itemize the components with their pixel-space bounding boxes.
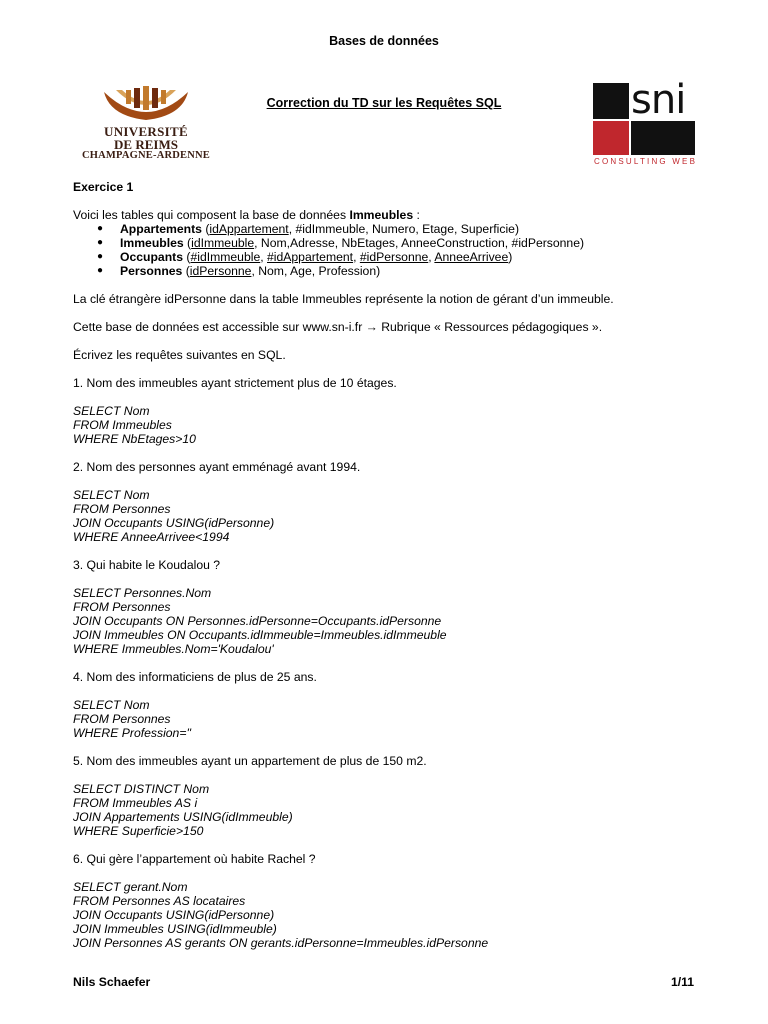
question-text: 2. Nom des personnes ayant emménagé avant 1994.: [73, 460, 361, 474]
sql-line: WHERE Immeubles.Nom='Koudalou': [73, 642, 274, 656]
sql-line: SELECT Nom: [73, 488, 150, 502]
sql-line: FROM Personnes: [73, 712, 171, 726]
key-field: #idPersonne: [359, 250, 429, 264]
sql-answer: [73, 782, 713, 838]
sql-answer: [73, 586, 713, 656]
sql-line: WHERE Profession='': [73, 726, 192, 740]
table-open-paren: (: [201, 222, 210, 236]
sql-line: JOIN Appartements USING(idImmeuble): [73, 810, 293, 824]
sql-answer: [73, 488, 713, 544]
table-fields: ,: [260, 250, 268, 264]
sql-line: FROM Personnes AS locataires: [73, 894, 246, 908]
sql-line: FROM Personnes: [73, 502, 171, 516]
sql-line: WHERE AnneeArrivee<1994: [73, 530, 230, 544]
table-fields: , Nom,Adresse, NbEtages, AnneeConstruction, #idPersonne): [254, 236, 585, 250]
question-text: 1. Nom des immeubles ayant strictement plus de 10 étages.: [73, 376, 397, 390]
question-text: 3. Qui habite le Koudalou ?: [73, 558, 221, 572]
key-field: idPersonne: [189, 264, 252, 278]
sql-line: JOIN Immeubles USING(idImmeuble): [73, 922, 277, 936]
table-open-paren: (: [183, 250, 191, 264]
key-field: idImmeuble: [191, 236, 255, 250]
document-title: Correction du TD sur les Requêtes SQL: [266, 96, 502, 110]
sql-line: SELECT Nom: [73, 698, 150, 712]
table-fields: , Nom, Age, Profession): [251, 264, 381, 278]
sql-line: SELECT gerant.Nom: [73, 880, 188, 894]
sql-line: WHERE NbEtages>10: [73, 432, 196, 446]
table-open-paren: (: [182, 264, 190, 278]
university-name-line2: DE REIMS: [114, 137, 178, 152]
question-text: 5. Nom des immeubles ayant un appartement de plus de 150 m2.: [73, 754, 427, 768]
table-item: [97, 250, 713, 264]
table-item: [97, 222, 713, 236]
sni-logo-subtitle: CONSULTING WEB: [594, 157, 698, 166]
intro-suffix: :: [413, 208, 420, 222]
sql-line: FROM Immeubles AS i: [73, 796, 198, 810]
table-open-paren: (: [183, 236, 192, 250]
bullet-icon: ●: [97, 265, 104, 276]
footer-page-number: 1/11: [670, 975, 694, 989]
bullet-icon: ●: [97, 251, 104, 262]
key-field: AnneeArrivee: [434, 250, 509, 264]
exercise-title: Exercice 1: [73, 180, 134, 194]
sql-line: JOIN Personnes AS gerants ON gerants.idPersonne=Immeubles.idPersonne: [73, 936, 489, 950]
intro-db-name: Immeubles: [349, 208, 414, 222]
university-name-line3: CHAMPAGNE-ARDENNE: [81, 150, 211, 161]
sql-line: SELECT DISTINCT Nom: [73, 782, 210, 796]
table-fields: ): [508, 250, 513, 264]
question-text: 4. Nom des informaticiens de plus de 25 ans.: [73, 670, 317, 684]
sql-line: FROM Immeubles: [73, 418, 172, 432]
bullet-icon: ●: [97, 237, 104, 248]
exercise-content: [73, 180, 713, 950]
sql-answer: [73, 880, 713, 950]
sni-logo-text: sni: [631, 77, 686, 123]
university-name-line1: UNIVERSITÉ: [104, 124, 188, 139]
university-emblem-icon: [98, 86, 194, 122]
table-name: Appartements: [120, 222, 202, 236]
table-fields: ,: [428, 250, 435, 264]
table-item: [97, 236, 713, 250]
exercise-intro: [73, 208, 713, 222]
sql-answer: [73, 404, 713, 446]
note-foreign-key: La clé étrangère idPersonne dans la table Immeubles représente la notion de gérant d’un immeuble.: [73, 292, 614, 306]
sql-line: SELECT Nom: [73, 404, 150, 418]
sql-line: JOIN Occupants ON Personnes.idPersonne=Occupants.idPersonne: [73, 614, 442, 628]
table-fields: ,: [353, 250, 360, 264]
key-field: #idAppartement: [267, 250, 354, 264]
university-logo: [76, 86, 226, 166]
sql-answer: [73, 698, 713, 740]
tables-list: [73, 222, 713, 278]
bullet-icon: ●: [97, 223, 104, 234]
page-header-title: Bases de données: [329, 34, 439, 48]
table-fields: , #idImmeuble, Numero, Etage, Superficie): [288, 222, 520, 236]
sni-black-square: [593, 83, 629, 119]
sni-logo: [593, 77, 698, 173]
question-text: 6. Qui gère l’appartement où habite Rachel ?: [73, 852, 316, 866]
table-name: Immeubles: [120, 236, 184, 250]
table-item: [97, 264, 713, 278]
note-availability: Cette base de données est accessible sur www.sn-i.fr → Rubrique « Ressources pédagogiques ».: [73, 320, 603, 334]
sni-red-square: [593, 121, 629, 155]
key-field: idAppartement: [209, 222, 289, 236]
sql-line: JOIN Occupants USING(idPersonne): [73, 908, 275, 922]
sql-line: FROM Personnes: [73, 600, 171, 614]
intro-prefix: Voici les tables qui composent la base de données: [73, 208, 350, 222]
sql-line: JOIN Occupants USING(idPersonne): [73, 516, 275, 530]
sql-line: JOIN Immeubles ON Occupants.idImmeuble=Immeubles.idImmeuble: [73, 628, 447, 642]
table-name: Personnes: [120, 264, 183, 278]
key-field: #idImmeuble: [190, 250, 261, 264]
table-name: Occupants: [120, 250, 183, 264]
sql-line: WHERE Superficie>150: [73, 824, 204, 838]
sql-line: SELECT Personnes.Nom: [73, 586, 212, 600]
footer-author: Nils Schaefer: [73, 975, 151, 989]
note-instructions: Écrivez les requêtes suivantes en SQL.: [73, 348, 286, 362]
sni-black-square-2: [631, 121, 695, 155]
questions-list: [73, 362, 713, 950]
